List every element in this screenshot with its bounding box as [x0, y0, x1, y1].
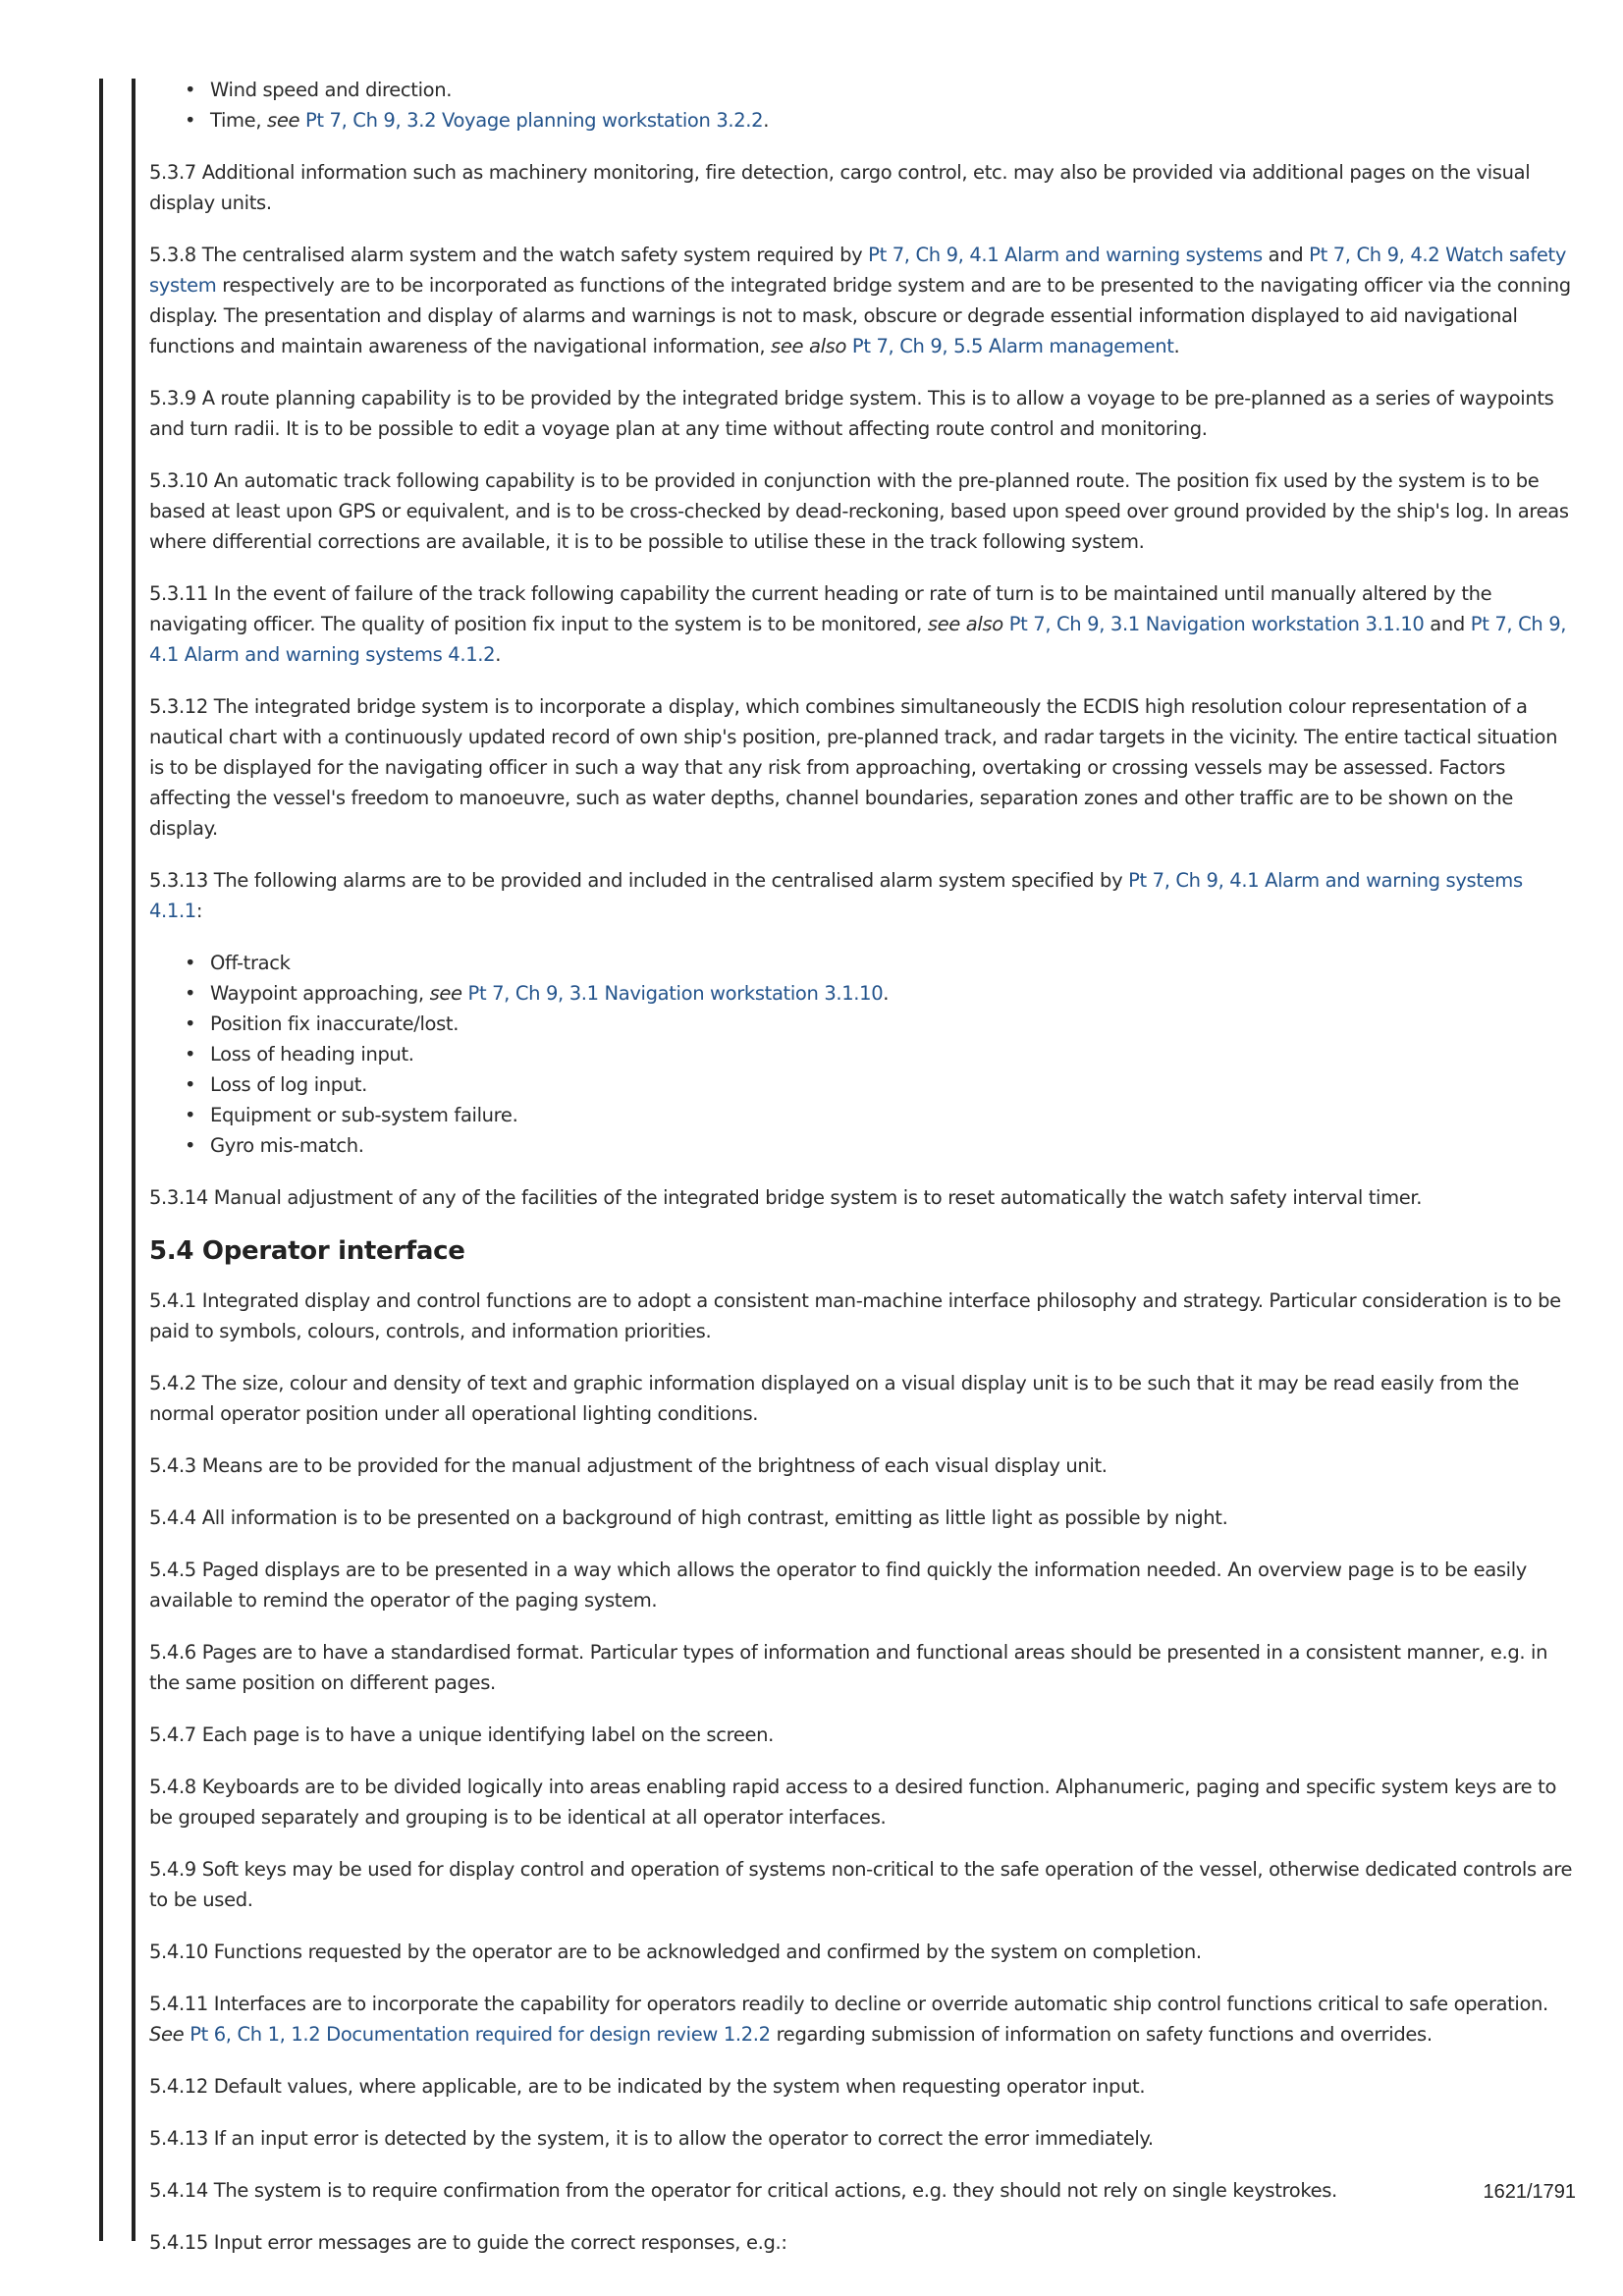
paragraph-5-4-4: 5.4.4 All information is to be presented on a background of high contrast, emitting as little light as possible by night. — [149, 1506, 1228, 1529]
paragraph-5-4-6: 5.4.6 Pages are to have a standardised format. Particular types of information and functional areas should be presented in a consistent manner, e.g. in the same position on different pages. — [149, 1641, 1548, 1694]
paragraph-5-4-3: 5.4.3 Means are to be provided for the manual adjustment of the brightness of each visual display unit. — [149, 1454, 1108, 1477]
alarm-list — [149, 948, 1573, 1161]
paragraph-5-4-9: 5.4.9 Soft keys may be used for display control and operation of systems non-critical to the safe operation of the vessel, otherwise dedicated controls are to be used. — [149, 1858, 1573, 1911]
paragraph-5-4-10: 5.4.10 Functions requested by the operator are to be acknowledged and confirmed by the system on completion. — [149, 1941, 1202, 1963]
cross-reference-link[interactable]: Pt 7, Ch 9, 4.1 Alarm and warning systems 4.1.2 — [149, 613, 1567, 666]
paragraph-5-4-5: 5.4.5 Paged displays are to be presented in a way which allows the operator to find quickly the information needed. An overview page is to be easily available to remind the operator of the paging system. — [149, 1558, 1527, 1612]
paragraph-5-4-2: 5.4.2 The size, colour and density of text and graphic information displayed on a visual display unit is to be such that it may be read easily from the normal operator position under all operational lighting conditions. — [149, 1372, 1520, 1425]
list-item: • Wind speed and direction. — [210, 75, 1573, 105]
paragraph-5-3-14: 5.3.14 Manual adjustment of any of the facilities of the integrated bridge system is to reset automatically the watch safety interval timer. — [149, 1186, 1423, 1209]
cross-reference-link[interactable]: Pt 7, Ch 9, 4.2 Watch safety system — [149, 244, 1567, 297]
list-item: • Gyro mis-match. — [210, 1130, 1573, 1161]
paragraph-5-3-7: 5.3.7 Additional information such as machinery monitoring, fire detection, cargo control, etc. may also be provided via additional pages on the visual display units. — [149, 161, 1531, 214]
list-item: • Time, see Pt 7, Ch 9, 3.2 Voyage planning workstation 3.2.2. — [210, 105, 1573, 136]
list-item: • Loss of log input. — [210, 1069, 1573, 1100]
list-item: • Waypoint approaching, see Pt 7, Ch 9, 3.1 Navigation workstation 3.1.10. — [210, 978, 1573, 1009]
paragraph-5-4-13: 5.4.13 If an input error is detected by the system, it is to allow the operator to correct the error immediately. — [149, 2127, 1154, 2150]
list-item: • Loss of heading input. — [210, 1039, 1573, 1069]
paragraph-5-4-12: 5.4.12 Default values, where applicable, are to be indicated by the system when requesting operator input. — [149, 2075, 1146, 2098]
paragraph-5-4-15: 5.4.15 Input error messages are to guide the correct responses, e.g.: — [149, 2231, 787, 2254]
paragraph-5-4-14: 5.4.14 The system is to require confirmation from the operator for critical actions, e.g. they should not rely on single keystrokes. — [149, 2179, 1337, 2202]
cross-reference-link[interactable]: Pt 7, Ch 9, 4.1 Alarm and warning systems 4.1.1 — [149, 869, 1523, 922]
cross-reference-link[interactable]: Pt 7, Ch 9, 5.5 Alarm management — [851, 335, 1174, 357]
cross-reference-link[interactable]: Pt 7, Ch 9, 3.1 Navigation workstation 3.1.10 — [467, 982, 884, 1005]
cross-reference-link[interactable]: Pt 7, Ch 9, 3.2 Voyage planning workstation 3.2.2 — [305, 109, 764, 132]
paragraph-5-3-13: 5.3.13 The following alarms are to be provided and included in the centralised alarm system specified by Pt 7, Ch 9, 4.1 Alarm and warning systems 4.1.1: — [149, 869, 1523, 922]
bulleted-list — [149, 75, 1573, 136]
paragraph-5-4-1: 5.4.1 Integrated display and control functions are to adopt a consistent man-machine interface philosophy and strategy. Particular consideration is to be paid to symbols, colours, controls, and information priorities. — [149, 1289, 1561, 1342]
paragraph-5-4-7: 5.4.7 Each page is to have a unique identifying label on the screen. — [149, 1723, 774, 1746]
list-item: • Position fix inaccurate/lost. — [210, 1009, 1573, 1039]
cross-reference-link[interactable]: Pt 7, Ch 9, 4.1 Alarm and warning systems — [868, 244, 1263, 266]
list-item: • Equipment or sub-system failure. — [210, 1100, 1573, 1130]
change-bar-inner — [132, 79, 135, 2241]
paragraph-5-3-9: 5.3.9 A route planning capability is to be provided by the integrated bridge system. This is to allow a voyage to be pre-planned as a series of waypoints and turn radii. It is to be possible to edit a voyage plan at any time without affecting route control and monitoring. — [149, 387, 1554, 440]
list-item: • Off-track — [210, 948, 1573, 978]
page-number: 1621/1791 — [1483, 2181, 1576, 2203]
document-body — [149, 75, 1573, 2279]
change-bar-outer — [99, 79, 103, 2241]
cross-reference-link[interactable]: Pt 7, Ch 9, 3.1 Navigation workstation 3.1.10 — [1008, 613, 1425, 635]
paragraph-5-3-10: 5.3.10 An automatic track following capability is to be provided in conjunction with the pre-planned route. The position fix used by the system is to be based at least upon GPS or equivalent, and is to be cross-checked by dead-reckoning, based upon speed over ground provided by the ship's log. In areas where differential corrections are available, it is to be possible to utilise these in the track following system. — [149, 469, 1569, 553]
cross-reference-link[interactable]: Pt 6, Ch 1, 1.2 Documentation required for design review 1.2.2 — [189, 2023, 771, 2046]
paragraph-5-3-12: 5.3.12 The integrated bridge system is to incorporate a display, which combines simultaneously the ECDIS high resolution colour representation of a nautical chart with a continuously updated record of own ship's position, pre-planned track, and radar targets in the vicinity. The entire tactical situation is to be displayed for the navigating officer in such a way that any risk from approaching, overtaking or crossing vessels may be assessed. Factors affecting the vessel's freedom to manoeuvre, such as water depths, channel boundaries, separation zones and other traffic are to be shown on the display. — [149, 695, 1558, 840]
section-heading: 5.4 Operator interface — [149, 1236, 465, 1266]
paragraph-5-3-8: 5.3.8 The centralised alarm system and the watch safety system required by Pt 7, Ch 9, 4.1 Alarm and warning systems and Pt 7, Ch 9, 4.2 Watch safety system respectively are to be incorporated as functions of the integrated bridge system and are to be presented to the navigating officer via the conning display. The presentation and display of alarms and warnings is not to mask, obscure or degrade essential information displayed to aid navigational functions and maintain awareness of the navigational information, see also Pt 7, Ch 9, 5.5 Alarm management. — [149, 244, 1571, 357]
paragraph-5-4-11: 5.4.11 Interfaces are to incorporate the capability for operators readily to decline or override automatic ship control functions critical to safe operation. See Pt 6, Ch 1, 1.2 Documentation required for design review 1.2.2 regarding submission of information on safety functions and overrides. — [149, 1993, 1548, 2046]
paragraph-5-3-11: 5.3.11 In the event of failure of the track following capability the current heading or rate of turn is to be maintained until manually altered by the navigating officer. The quality of position fix input to the system is to be monitored, see also Pt 7, Ch 9, 3.1 Navigation workstation 3.1.10 and Pt 7, Ch 9, 4.1 Alarm and warning systems 4.1.2. — [149, 582, 1567, 666]
paragraph-5-4-8: 5.4.8 Keyboards are to be divided logically into areas enabling rapid access to a desired function. Alphanumeric, paging and specific system keys are to be grouped separately and grouping is to be identical at all operator interfaces. — [149, 1776, 1557, 1829]
